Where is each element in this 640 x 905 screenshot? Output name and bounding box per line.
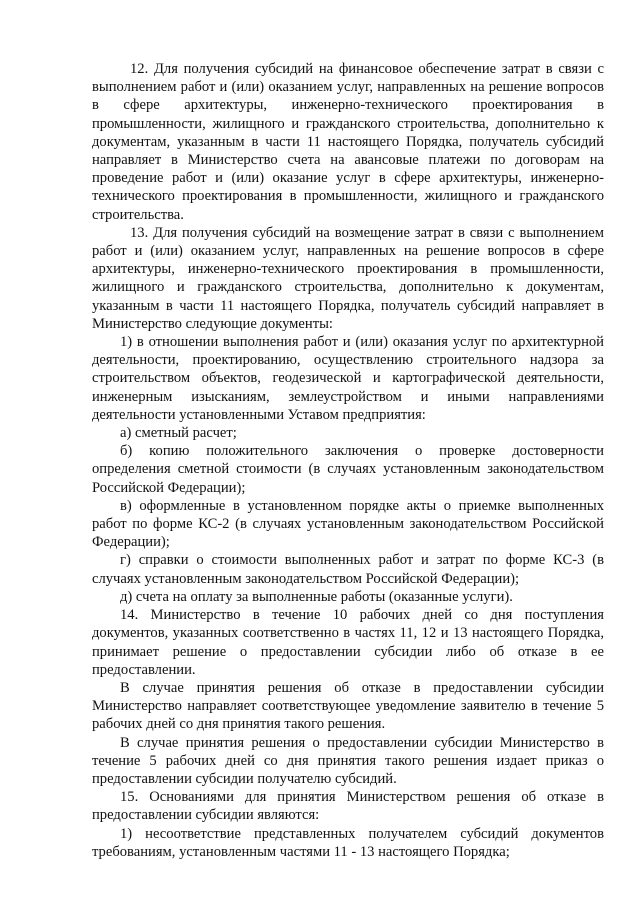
paragraph-13-item-a: а) сметный расчет; xyxy=(120,425,237,442)
paragraph-14-refusal: В случае принятия решения об отказе в предоставлении субсидии Министерство направляет соответствующее уведомление заявителю в течение 5 рабочих дней со дня принятия такого решения. xyxy=(92,679,604,733)
document-page xyxy=(92,60,604,861)
paragraph-13: 13. Для получения субсидий на возмещение затрат в связи с выполнением работ и (или) оказанием услуг, направленных на решение вопросов в сфере архитектуры, инженерно-технического проектирования в промышленности, жилищного и гражданского строительства, дополнительно к документам, указанным в части 11 настоящего Порядка, получатель субсидий направляет в Министерство следующие документы: xyxy=(92,224,604,332)
paragraph-14: 14. Министерство в течение 10 рабочих дней со дня поступления документов, указанных соответственно в частях 11, 12 и 13 настоящего Порядка, принимает решение о предоставлении субсидии либо об отказе в ее предоставлении. xyxy=(92,607,604,678)
paragraph-15-item-1: 1) несоответствие представленных получателем субсидий документов требованиям, установленным частями 11 - 13 настоящего Порядка; xyxy=(92,825,604,860)
paragraph-13-item-v: в) оформленные в установленном порядке акты о приемке выполненных работ по форме КС-2 (в случаях установленным законодательством Российской Федерации); xyxy=(92,497,604,551)
paragraph-12: 12. Для получения субсидий на финансовое обеспечение затрат в связи с выполнением работ и (или) оказанием услуг, направленных на решение вопросов в сфере архитектуры, инженерно-технического проектирования в промышленности, жилищного и гражданского строительства, дополнительно к документам, указанным в части 11 настоящего Порядка, получатель субсидий направляет в Министерство счета на авансовые платежи по договорам на проведение работ и (или) оказание услуг в сфере архитектуры, инженерно-технического проектирования в промышленности, жилищного и гражданского строительства. xyxy=(92,61,604,223)
paragraph-13-item-d: д) счета на оплату за выполненные работы (оказанные услуги). xyxy=(120,588,513,605)
paragraph-13-item-g: г) справки о стоимости выполненных работ и затрат по форме КС-3 (в случаях установленным законодательством Российской Федерации); xyxy=(92,552,604,587)
paragraph-13-item-b: б) копию положительного заключения о проверке достоверности определения сметной стоимости (в случаях установленным законодательством Российской Федерации); xyxy=(92,443,604,496)
paragraph-13-item-1: 1) в отношении выполнения работ и (или) оказания услуг по архитектурной деятельности, проектированию, осуществлению строительного надзора за строительством объектов, геодезической и картографической деятельности, инженерным изысканиям, землеустройством и иными направлениями деятельности установленными Уставом предприятия: xyxy=(92,334,604,423)
paragraph-15: 15. Основаниями для принятия Министерством решения об отказе в предоставлении субсидии являются: xyxy=(92,789,604,824)
paragraph-14-approval: В случае принятия решения о предоставлении субсидии Министерство в течение 5 рабочих дней со дня принятия такого решения издает приказ о предоставлении субсидии получателю субсидий. xyxy=(92,734,604,787)
